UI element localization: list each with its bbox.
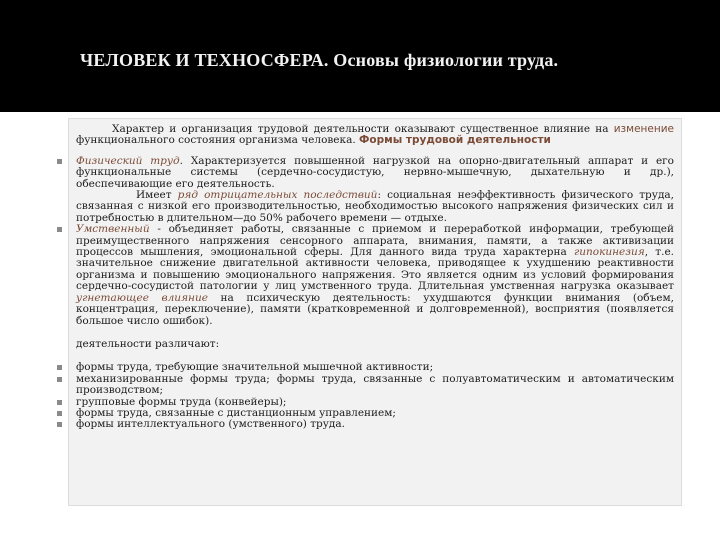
mental-text-a: - объединяет работы, связанные с приемом и переработкой информации, требующей преимущественного напряжения сенсорного аппарата, внимания, памяти, а также активизации процессов мышления, эмоциональной сферы. Для данного вида труда характерна	[76, 223, 674, 259]
slide-header	[0, 0, 720, 112]
form-item-text: формы труда, связанные с дистанционным управлением;	[76, 406, 396, 419]
list-item	[76, 374, 674, 397]
slide-title: ЧЕЛОВЕК И ТЕХНОСФЕРА. Основы физиологии труда.	[80, 50, 559, 70]
physical-text-b: Имеет	[136, 189, 178, 202]
intro-changes-word: изменение	[613, 123, 674, 135]
forms-list	[76, 362, 674, 430]
form-item-text: формы интеллектуального (умственного) труда.	[76, 418, 345, 431]
intro-paragraph	[76, 124, 674, 147]
hypokinesia-term: гипокинезия	[573, 246, 645, 259]
square-bullet-icon	[57, 400, 62, 405]
mental-text-c: на психическую деятельность: ухудшаются функции внимания (объем, концентрация, переключение), памяти (кратковременной и долговременной), восприятия (появляется большое число ошибок).	[76, 291, 674, 327]
intro-text-b: функционального состояния организма человека.	[76, 134, 360, 147]
square-bullet-icon	[57, 159, 62, 164]
labor-types-list	[76, 156, 674, 327]
slide-body	[76, 124, 674, 431]
square-bullet-icon	[57, 365, 62, 370]
mental-labor-term: Умственный	[76, 223, 150, 236]
physical-consequences-line	[76, 190, 674, 224]
square-bullet-icon	[57, 377, 62, 382]
form-item-text: формы труда, требующие значительной мышечной активности;	[76, 361, 434, 374]
form-item-text: механизированные формы труда; формы труда, связанные с полуавтоматическим и автоматическим производством;	[76, 372, 674, 397]
list-item-mental	[76, 224, 674, 327]
intro-text-a: Характер и организация трудовой деятельности оказывают существенное влияние на	[112, 123, 614, 135]
form-item-text: групповые формы труда (конвейеры);	[76, 395, 287, 408]
list-item-physical	[76, 156, 674, 224]
mental-text-b: , т.е. значительное снижение двигательной активности человека, приводящее к ухудшению реактивности организма и повышению эмоционального напряжения. Это является одним из условий формирования сердечно-сосудистой патологии у лиц умственного труда. Длительная умственная нагрузка оказывает	[76, 246, 674, 293]
list-item	[76, 419, 674, 430]
square-bullet-icon	[57, 422, 62, 427]
physical-labor-term: Физический труд	[76, 154, 180, 167]
inhibiting-term: угнетающее влияние	[76, 291, 208, 304]
forms-heading: Формы трудовой деятельности	[359, 134, 551, 147]
consequences-term: ряд отрицательных последствий	[177, 189, 378, 202]
square-bullet-icon	[57, 411, 62, 416]
physical-text-c: : социальная неэффективность физического труда, связанная с низкой его производительностью, необходимостью высокого напряжения физических сил и потребностью в длительном—до 50% рабочего времени — отдыхе.	[76, 189, 675, 224]
square-bullet-icon	[57, 227, 62, 232]
forms-subheading: деятельности различают:	[76, 337, 220, 350]
physical-text-a: . Характеризуется повышенной нагрузкой на опорно-двигательный аппарат и его функциональные системы (сердечно-сосудистую, нервно-мышечную, дыхательную и др.), обеспечивающие его деятельность.	[76, 154, 674, 190]
